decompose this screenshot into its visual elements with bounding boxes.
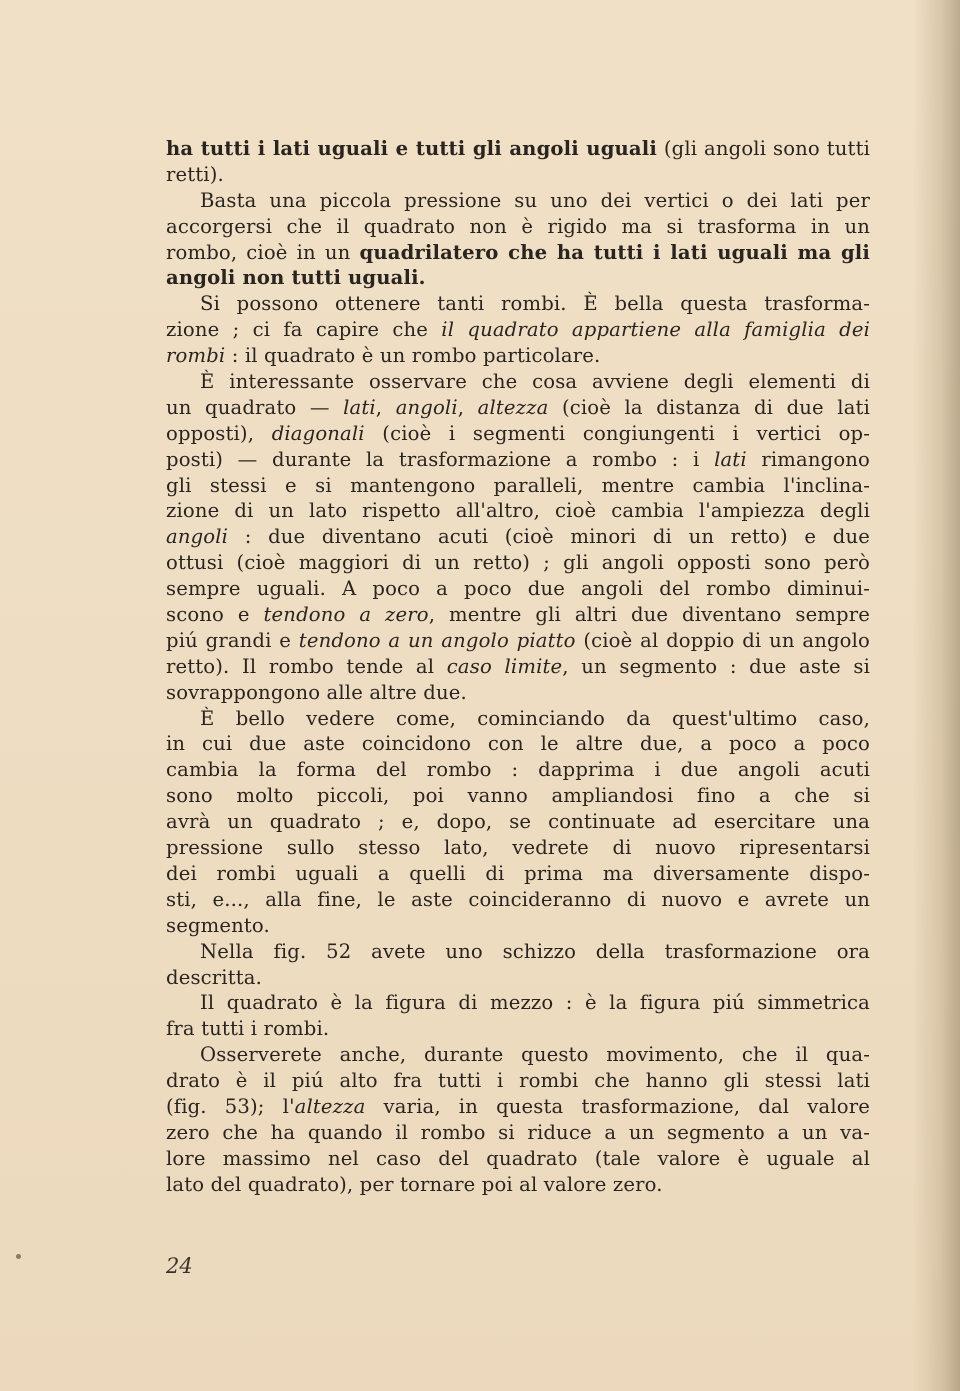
text-run: (fig. 53); l' <box>166 1094 295 1118</box>
italic-text: il quadrato appartiene alla famiglia dei <box>441 318 870 342</box>
text-run: rimangono <box>746 447 870 471</box>
text-line <box>166 162 870 188</box>
text-line <box>166 317 870 343</box>
text-run: sono molto piccoli, poi vanno ampliandosi fino a che si <box>166 784 870 808</box>
text-line <box>166 654 870 680</box>
text-run: cambia la forma del rombo : dapprima i due angoli acuti <box>166 758 870 782</box>
text-line <box>166 343 870 369</box>
text-line <box>166 214 870 240</box>
italic-text: diagonali <box>271 421 365 445</box>
text-run: sovrappongono alle altre due. <box>166 680 467 704</box>
text-line <box>166 369 870 395</box>
text-run: , <box>375 395 396 419</box>
text-line <box>166 706 870 732</box>
text-run: piú grandi e <box>166 628 299 652</box>
text-line <box>166 136 870 162</box>
italic-text: caso limite <box>446 654 563 678</box>
text-run: retto). Il rombo tende al <box>166 654 447 678</box>
text-run: varia, in questa trasformazione, dal valore <box>365 1094 870 1118</box>
text-line <box>166 576 870 602</box>
text-line <box>166 602 870 628</box>
text-run: zione ; ci fa capire che <box>166 318 442 342</box>
text-run: dei rombi uguali a quelli di prima ma diversamente dispo- <box>166 861 870 885</box>
text-line <box>166 628 870 654</box>
text-run: posti) — durante la trasformazione a rombo : i <box>166 447 715 471</box>
text-run: drato è il piú alto fra tutti i rombi che hanno gli stessi lati <box>166 1069 870 1093</box>
italic-text: altezza <box>477 395 549 419</box>
text-run: lato del quadrato), per tornare poi al valore zero. <box>166 1172 663 1196</box>
text-line <box>166 447 870 473</box>
text-run: accorgersi che il quadrato non è rigido ma si trasforma in un <box>166 214 870 238</box>
italic-text: angoli <box>166 525 229 549</box>
text-run: (cioè al doppio di un angolo <box>575 628 870 652</box>
text-run: : il quadrato è un rombo particolare. <box>225 344 601 368</box>
text-run: Si possono ottenere tanti rombi. È bella questa trasforma- <box>200 292 870 316</box>
text-line <box>166 265 870 291</box>
italic-text: lati <box>343 395 376 419</box>
italic-text: angoli <box>395 395 458 419</box>
text-run: zero che ha quando il rombo si riduce a un segmento a un va- <box>166 1120 870 1144</box>
text-line <box>166 965 870 991</box>
text-line <box>166 1172 870 1198</box>
text-line <box>166 1146 870 1172</box>
italic-text: tendono a zero <box>263 603 429 627</box>
text-run: opposti), <box>166 421 272 445</box>
text-line <box>166 240 870 266</box>
text-line <box>166 498 870 524</box>
text-run: lore massimo nel caso del quadrato (tale valore è uguale al <box>166 1146 870 1170</box>
text-line <box>166 1016 870 1042</box>
text-run: descritta. <box>166 965 262 989</box>
text-line <box>166 757 870 783</box>
text-run: sempre uguali. A poco a poco due angoli del rombo diminui- <box>166 577 870 601</box>
text-run: Nella fig. 52 avete uno schizzo della trasformazione ora <box>200 939 870 963</box>
text-run: avrà un quadrato ; e, dopo, se continuate ad esercitare una <box>166 810 870 834</box>
text-line <box>166 421 870 447</box>
text-run: gli stessi e si mantengono paralleli, mentre cambia l'inclina- <box>166 473 870 497</box>
text-line <box>166 524 870 550</box>
text-run: Il quadrato è la figura di mezzo : è la figura piú simmetrica <box>200 991 870 1015</box>
text-run: È interessante osservare che cosa avviene degli elementi di <box>200 370 870 394</box>
text-line <box>166 990 870 1016</box>
text-line <box>166 913 870 939</box>
text-run: (cioè la distanza di due lati <box>548 395 870 419</box>
text-run: rombo, cioè in un <box>166 240 360 264</box>
italic-text: lati <box>714 447 747 471</box>
text-line <box>166 1042 870 1068</box>
bold-text: ha tutti i lati uguali e tutti gli angoli uguali <box>166 137 657 160</box>
text-run: , un segmento : due aste si <box>562 654 871 678</box>
text-run: (gli angoli sono tutti <box>656 137 871 160</box>
text-line <box>166 731 870 757</box>
text-line <box>166 939 870 965</box>
text-line <box>166 188 870 214</box>
text-run: : due diventano acuti (cioè minori di un retto) e due <box>228 525 870 549</box>
text-run: scono e <box>166 603 264 627</box>
text-run: , <box>457 395 478 419</box>
text-run: È bello vedere come, cominciando da quest'ultimo caso, <box>200 706 870 730</box>
text-line <box>166 861 870 887</box>
text-run: retti). <box>166 162 224 186</box>
bold-text: quadrilatero che ha tutti i lati uguali ma gli <box>359 240 870 264</box>
text-run: segmento. <box>166 913 270 937</box>
text-line <box>166 291 870 317</box>
text-run: fra tutti i rombi. <box>166 1017 330 1041</box>
text-run: , mentre gli altri due diventano sempre <box>428 603 870 627</box>
text-line <box>166 887 870 913</box>
text-line <box>166 835 870 861</box>
text-run: zione di un lato rispetto all'altro, cioè cambia l'ampiezza degli <box>166 499 870 523</box>
paper-speck <box>16 1254 21 1259</box>
text-run: ottusi (cioè maggiori di un retto) ; gli angoli opposti sono però <box>166 551 870 575</box>
text-line <box>166 395 870 421</box>
text-run: sti, e..., alla fine, le aste coincideranno di nuovo e avrete un <box>166 887 870 911</box>
italic-text: tendono a un angolo piatto <box>298 628 576 652</box>
page-number: 24 <box>166 1254 193 1278</box>
italic-text: altezza <box>294 1094 366 1118</box>
body-text <box>166 136 870 1198</box>
text-run: Osserverete anche, durante questo movimento, che il qua- <box>200 1043 870 1067</box>
text-run: pressione sullo stesso lato, vedrete di nuovo ripresentarsi <box>166 836 870 860</box>
text-line <box>166 680 870 706</box>
text-line <box>166 1120 870 1146</box>
text-run: in cui due aste coincidono con le altre due, a poco a poco <box>166 732 870 756</box>
italic-text: rombi <box>166 344 226 368</box>
text-line <box>166 473 870 499</box>
text-run: (cioè i segmenti congiungenti i vertici op- <box>364 421 870 445</box>
bold-text: angoli non tutti uguali. <box>166 266 426 290</box>
text-run: Basta una piccola pressione su uno dei vertici o dei lati per <box>200 188 870 212</box>
text-run: un quadrato — <box>166 395 344 419</box>
text-line <box>166 550 870 576</box>
text-line <box>166 1094 870 1120</box>
text-line <box>166 1068 870 1094</box>
text-line <box>166 783 870 809</box>
text-line <box>166 809 870 835</box>
